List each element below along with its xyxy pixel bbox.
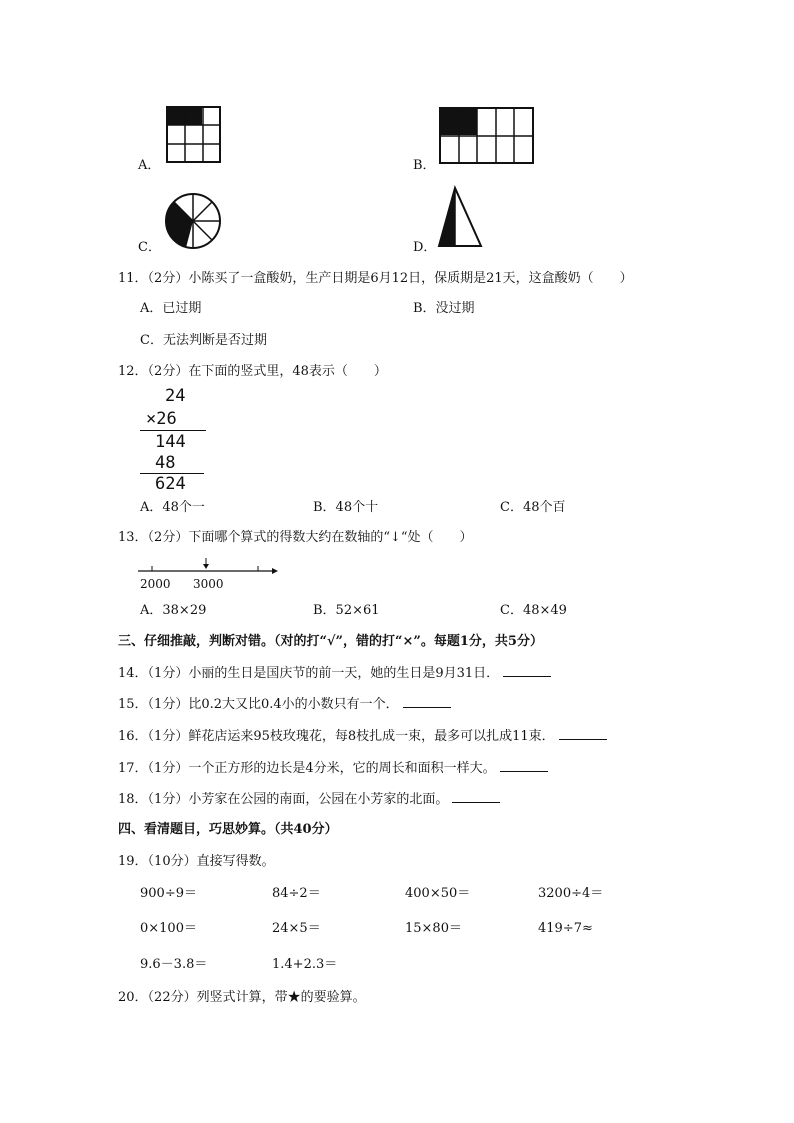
question-18 — [118, 790, 500, 809]
question-15 — [118, 695, 451, 714]
calc-item: 400×50＝ — [405, 886, 471, 901]
question-20-stem: 20．（22分）列竖式计算，带★的要验算。 — [118, 990, 366, 1005]
calc-item: 0×100＝ — [140, 921, 197, 936]
question-13-option-b[interactable]: B．52×61 — [313, 603, 380, 618]
option-c-circle-figure — [164, 192, 222, 250]
calc-item: 900÷9＝ — [140, 886, 197, 901]
question-16-answer-blank[interactable] — [559, 727, 607, 740]
option-b-label: B． — [413, 158, 436, 173]
option-b-grid-figure — [439, 107, 535, 165]
calc-item: 9.6－3.8＝ — [140, 957, 208, 972]
question-14-text: 14．（1分）小丽的生日是国庆节的前一天，她的生日是9月31日． — [118, 666, 500, 681]
vertical-calc-line-1: 24 — [165, 386, 186, 406]
calc-item: 1.4+2.3＝ — [272, 957, 338, 972]
number-line-tick-3000: 3000 — [193, 577, 224, 591]
question-17-text: 17．（1分）一个正方形的边长是4分米，它的周长和面积一样大。 — [118, 761, 496, 776]
question-17 — [118, 759, 548, 778]
question-11-stem: 11．（2分）小陈买了一盒酸奶，生产日期是6月12日，保质期是21天，这盒酸奶（ ） — [118, 271, 633, 286]
question-15-answer-blank[interactable] — [403, 695, 451, 708]
number-line — [138, 556, 278, 576]
question-18-text: 18．（1分）小芳家在公园的南面，公园在小芳家的北面。 — [118, 792, 449, 807]
question-16 — [118, 727, 607, 746]
option-a-grid-figure — [166, 106, 222, 164]
question-11-option-a[interactable]: A．已过期 — [140, 301, 202, 316]
question-14-answer-blank[interactable] — [503, 664, 551, 677]
question-13-option-c[interactable]: C．48×49 — [500, 603, 567, 618]
vertical-calc-rule-1 — [140, 430, 206, 431]
option-d-triangle-figure — [437, 186, 485, 250]
number-line-tick-2000: 2000 — [140, 577, 171, 591]
question-12-option-b[interactable]: B．48个十 — [313, 500, 379, 515]
vertical-calc-line-5: 624 — [155, 474, 186, 494]
question-19-stem: 19．（10分）直接写得数。 — [118, 854, 275, 869]
question-15-text: 15．（1分）比0.2大又比0.4小的小数只有一个． — [118, 697, 399, 712]
calc-item: 24×5＝ — [272, 921, 321, 936]
option-a-label: A． — [138, 158, 161, 173]
option-d-label: D． — [413, 240, 437, 255]
vertical-calc-line-3: 144 — [155, 432, 186, 452]
vertical-calc-line-4: 48 — [155, 453, 176, 473]
question-13-stem: 13．（2分）下面哪个算式的得数大约在数轴的“↓“处（ ） — [118, 530, 473, 545]
question-11-option-b[interactable]: B．没过期 — [413, 301, 475, 316]
option-c-label: C． — [138, 240, 161, 255]
question-16-text: 16．（1分）鲜花店运来95枝玫瑰花，每8枝扎成一束，最多可以扎成11束． — [118, 729, 555, 744]
question-18-answer-blank[interactable] — [452, 790, 500, 803]
calc-item: 419÷7≈ — [538, 921, 593, 936]
question-13-option-a[interactable]: A．38×29 — [140, 603, 207, 618]
calc-item: 15×80＝ — [405, 921, 462, 936]
section-3-title: 三、仔细推敲，判断对错。（对的打“√”，错的打“×”。每题1分，共5分） — [118, 634, 543, 649]
calc-item: 84÷2＝ — [272, 886, 321, 901]
question-12-option-c[interactable]: C．48个百 — [500, 500, 566, 515]
question-12-stem: 12．（2分）在下面的竖式里，48表示（ ） — [118, 364, 387, 379]
question-17-answer-blank[interactable] — [500, 759, 548, 772]
vertical-calc-line-2: ×26 — [146, 409, 177, 429]
question-11-option-c[interactable]: C．无法判断是否过期 — [140, 333, 267, 348]
section-4-title: 四、看清题目，巧思妙算。（共40分） — [118, 822, 338, 837]
calc-item: 3200÷4＝ — [538, 886, 604, 901]
question-14 — [118, 664, 551, 683]
question-12-option-a[interactable]: A．48个一 — [140, 500, 205, 515]
